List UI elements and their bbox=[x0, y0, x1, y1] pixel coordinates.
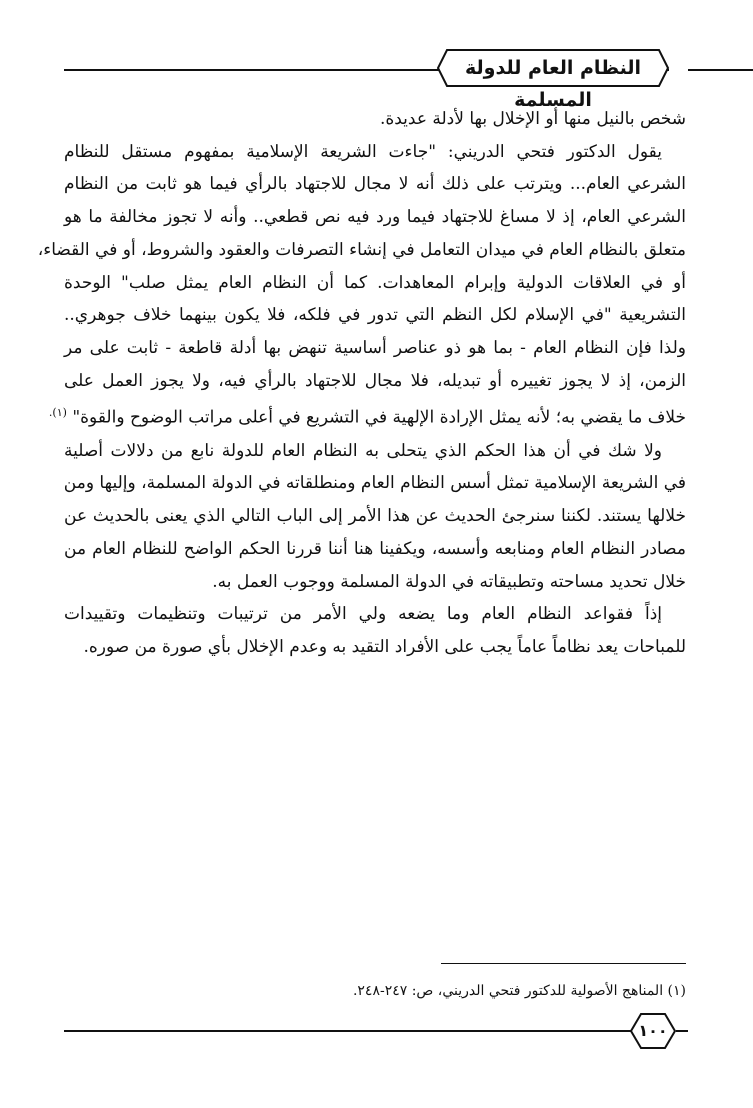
header-rule-right bbox=[688, 69, 753, 71]
text-line-17: للمباحات يعد نظاماً عاماً يجب على الأفراد التقيد به وعدم الإخلال بأي صورة من صوره. bbox=[83, 636, 686, 657]
text-line-9: الزمن، إذ لا يجوز تغييره أو تبديله، فلا مجال للاجتهاد بالرأي فيه، ولا يجوز العمل على bbox=[64, 370, 686, 391]
footnote: (١) المناهج الأصولية للدكتور فتحي الدريني، ص: ٢٤٧-٢٤٨. bbox=[352, 983, 686, 999]
text-line-16: إذاً فقواعد النظام العام وما يضعه ولي الأمر من ترتيبات وتنظيمات وتقييدات bbox=[64, 604, 663, 625]
text-line-10-content: خلاف ما يقضي به؛ لأنه يمثل الإرادة الإلهية في التشريع في أعلى مراتب الوضوح والقوة" bbox=[72, 407, 686, 428]
text-line-2: يقول الدكتور فتحي الدريني: "جاءت الشريعة الإسلامية بمفهوم مستقل للنظام bbox=[64, 141, 662, 162]
text-line-3: الشرعي العام... ويترتب على ذلك أنه لا مجال للاجتهاد بالرأي فيما هو ثابت من النظام bbox=[64, 174, 686, 195]
text-line-5: متعلق بالنظام العام في ميدان التعامل في إنشاء التصرفات والعقود والشروط، أو في القضاء، bbox=[37, 239, 686, 260]
text-line-14: مصادر النظام العام ومنابعه وأسسه، ويكفينا هنا أننا قررنا الحكم الواضح للنظام العام من bbox=[64, 538, 686, 559]
page-number: ١٠٠ bbox=[638, 1021, 668, 1040]
footer-rule-right bbox=[676, 1030, 688, 1032]
text-line-12: في الشريعة الإسلامية تمثل أسس النظام العام ومنطلقاته في الدولة المسلمة، وإليها ومن bbox=[63, 473, 686, 494]
text-line-13: خلالها يستند. لكننا سنرجئ الحديث عن هذا الأمر إلى الباب التالي الذي يعنى بالحديث عن bbox=[64, 506, 686, 527]
text-line-6: أو في العلاقات الدولية وإبرام المعاهدات. كما أن النظام العام يمثل صلب" الوحدة bbox=[64, 272, 686, 293]
text-line-11: ولا شك في أن هذا الحكم الذي يتحلى به النظام العام للدولة نابع من دلالات أصلية bbox=[64, 440, 662, 461]
running-header-title: النظام العام للدولة المسلمة bbox=[465, 57, 641, 111]
footnote-separator bbox=[441, 963, 686, 964]
footer-rule-left bbox=[64, 1030, 631, 1032]
text-line-7: التشريعية "في الإسلام لكل النظم التي تدور في فلكه، فلا يكون بينهما خلاف جوهري.. bbox=[64, 305, 686, 326]
footnote-reference: (١). bbox=[48, 406, 67, 420]
text-line-8: ولذا فإن النظام العام - بما هو ذو عناصر أساسية تنهض بها أدلة قاطعة - ثابت على مر bbox=[64, 337, 686, 358]
text-line-15: خلال تحديد مساحته وتطبيقاته في الدولة المسلمة ووجوب العمل به. bbox=[212, 571, 686, 592]
main-text bbox=[37, 103, 686, 664]
text-line-1: شخص بالنيل منها أو الإخلال بها لأدلة عديدة. bbox=[379, 109, 686, 129]
text-line-10 bbox=[48, 397, 686, 434]
text-line-4: الشرعي العام، إذ لا مساغ للاجتهاد فيما ورد فيه نص قطعي.. وأنه لا تجوز مخالفة ما هو bbox=[64, 207, 686, 228]
